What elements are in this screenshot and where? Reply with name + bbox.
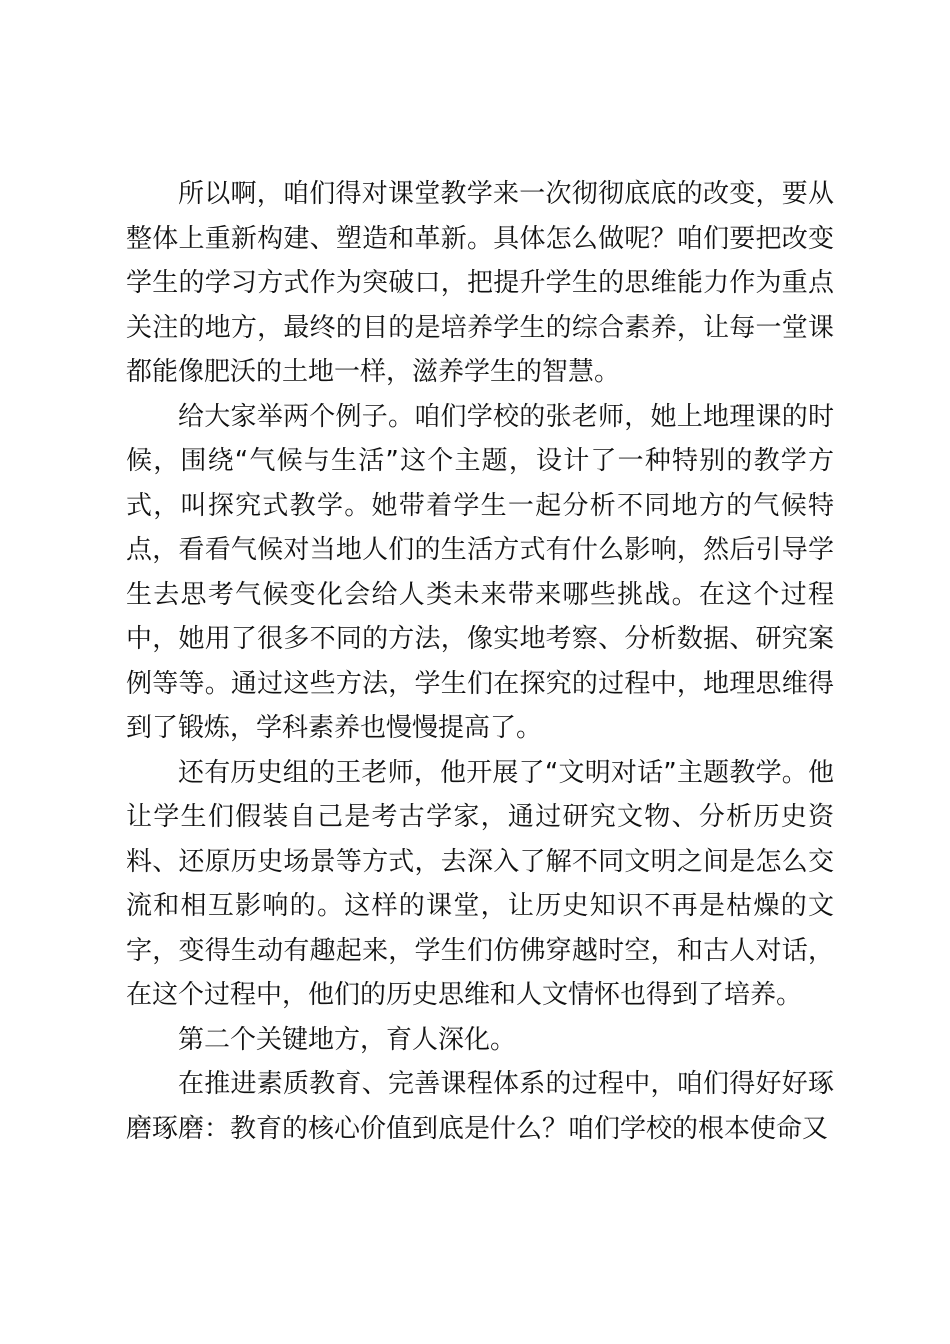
paragraph-geography-example: 给大家举两个例子。咱们学校的张老师，她上地理课的时候，围绕“气候与生活”这个主题，设计了一种特别的教学方式，叫探究式教学。她带着学生一起分析不同地方的气候特点，看看气候对当地人们的生活方式有什么影响，然后引导学生去思考气候变化会给人类未来带来哪些挑战。在这个过程中，她用了很多不同的方法，像实地考察、分析数据、研究案例等等。通过这些方法，学生们在探究的过程中，地理思维得到了锻炼，学科素养也慢慢提高了。: [126, 401, 834, 743]
paragraph-classroom-reform: 所以啊，咱们得对课堂教学来一次彻彻底底的改变，要从整体上重新构建、塑造和革新。具体怎么做呢？咱们要把改变学生的学习方式作为突破口，把提升学生的思维能力作为重点关注的地方，最终的目的是培养学生的综合素养，让每一堂课都能像肥沃的土地一样，滋养学生的智慧。: [126, 179, 834, 387]
paragraph-quality-education: 在推进素质教育、完善课程体系的过程中，咱们得好好琢磨琢磨：教育的核心价值到底是什么？咱们学校的根本使命又: [126, 1069, 834, 1144]
document-body: [126, 172, 834, 1151]
paragraph-second-key-point: 第二个关键地方，育人深化。: [178, 1024, 517, 1055]
paragraph-history-example: 还有历史组的王老师，他开展了“文明对话”主题教学。他让学生们假装自己是考古学家，通过研究文物、分析历史资料、还原历史场景等方式，去深入了解不同文明之间是怎么交流和相互影响的。这样的课堂，让历史知识不再是枯燥的文字，变得生动有趣起来，学生们仿佛穿越时空，和古人对话，在这个过程中，他们的历史思维和人文情怀也得到了培养。: [126, 757, 834, 1010]
